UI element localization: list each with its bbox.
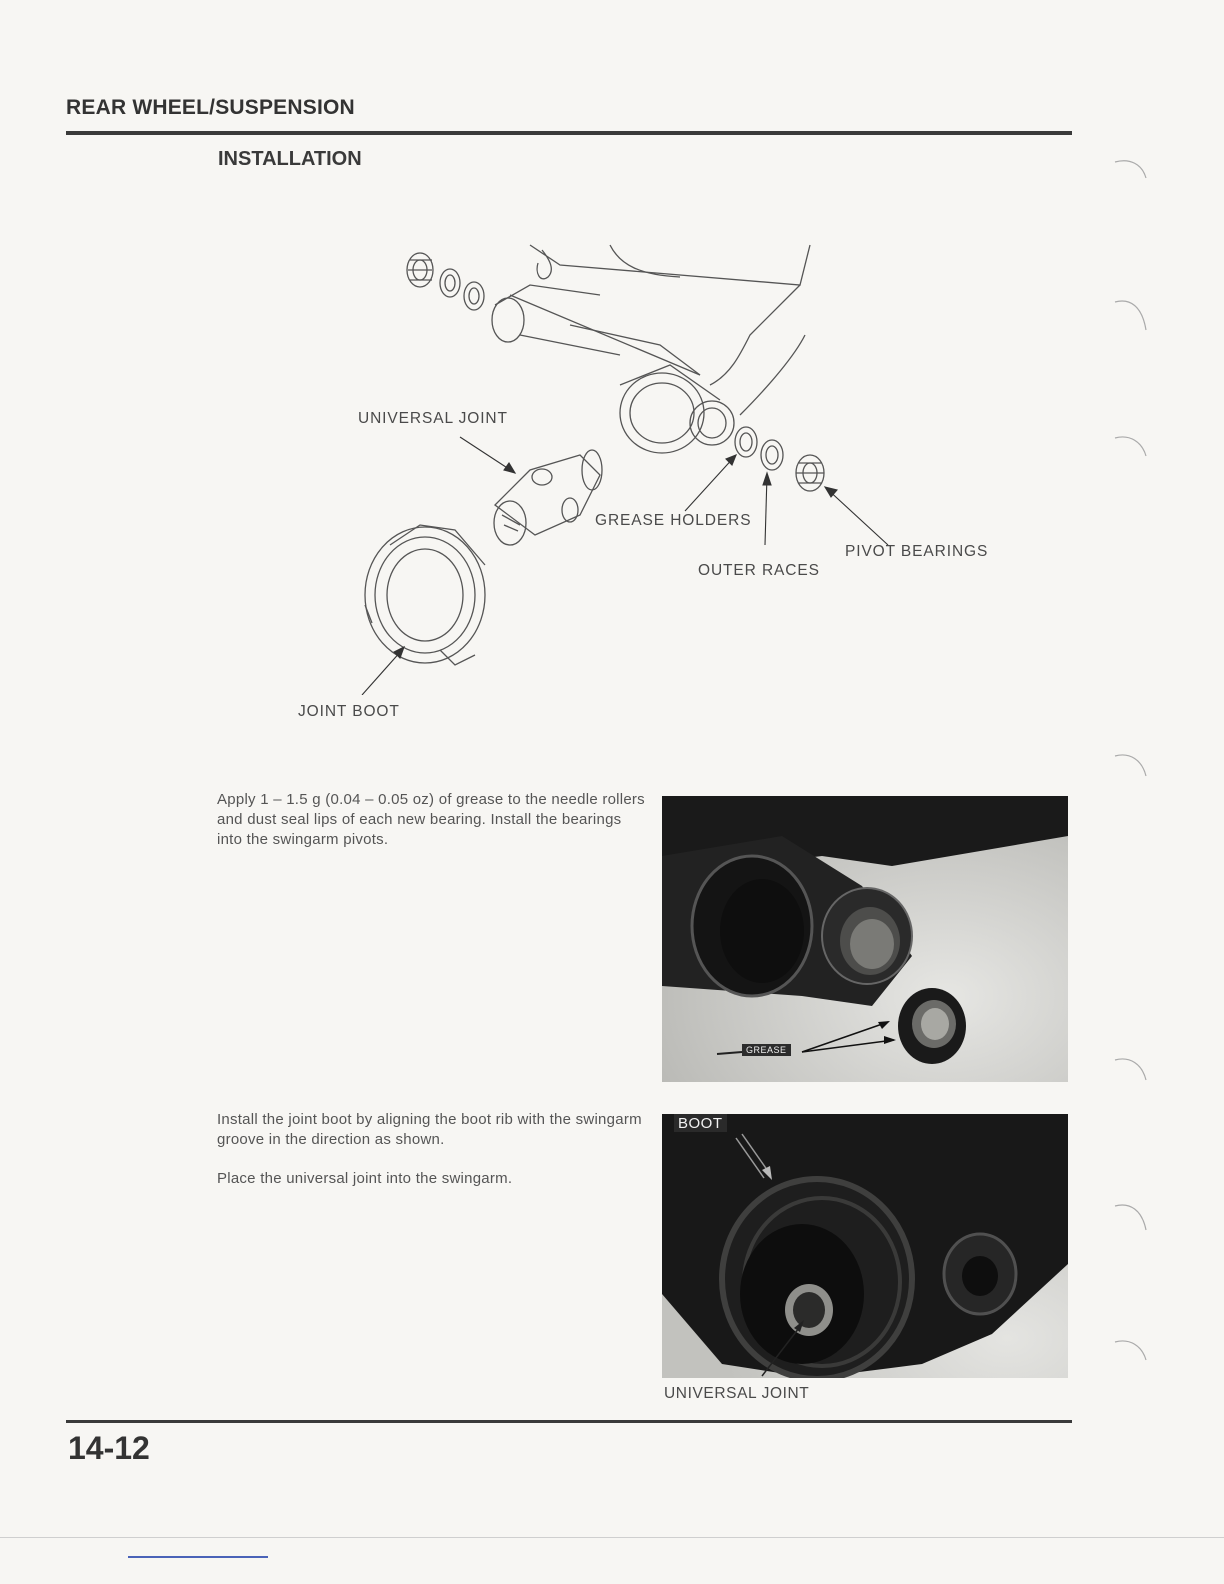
photo-label-universal-joint: UNIVERSAL JOINT [664, 1385, 810, 1402]
label-grease-holders: GREASE HOLDERS [595, 512, 752, 529]
photo-boot-install-image [662, 1114, 1068, 1378]
label-outer-races: OUTER RACES [698, 562, 820, 579]
step-2b-text: Place the universal joint into the swingarm. [217, 1170, 513, 1187]
binder-hole-marks [1110, 150, 1160, 1370]
right-bearing-set [735, 427, 824, 491]
label-pivot-bearings: PIVOT BEARINGS [845, 543, 989, 560]
joint-boot-illustration [365, 525, 485, 665]
boot-tag: BOOT [674, 1114, 727, 1132]
section-title: REAR WHEEL/SUSPENSION [66, 96, 355, 119]
left-bearing-set [407, 253, 484, 310]
header-rule [66, 131, 1072, 135]
grease-tag: GREASE [742, 1044, 791, 1056]
photo-bearing-install [662, 796, 1068, 1082]
footer-rule [66, 1420, 1072, 1423]
scan-blue-mark [128, 1556, 268, 1558]
subsection-title: INSTALLATION [218, 148, 362, 170]
photo-bearing-install-image [662, 796, 1068, 1082]
swingarm-exploded-diagram [280, 225, 1000, 695]
photo-boot-install [662, 1114, 1068, 1378]
label-universal-joint: UNIVERSAL JOINT [358, 410, 508, 427]
step-2-text: Install the joint boot by aligning the boot rib with the swingarm groove in the direction as shown. [217, 1111, 642, 1148]
step-1-text: Apply 1 – 1.5 g (0.04 – 0.05 oz) of grease to the needle rollers and dust seal lips of each new bearing. Install the bearings into the swingarm pivots. [217, 791, 645, 848]
swingarm-illustration [492, 245, 810, 453]
label-joint-boot: JOINT BOOT [298, 703, 400, 720]
scan-edge-line [0, 1537, 1224, 1538]
page-number: 14-12 [68, 1430, 150, 1466]
